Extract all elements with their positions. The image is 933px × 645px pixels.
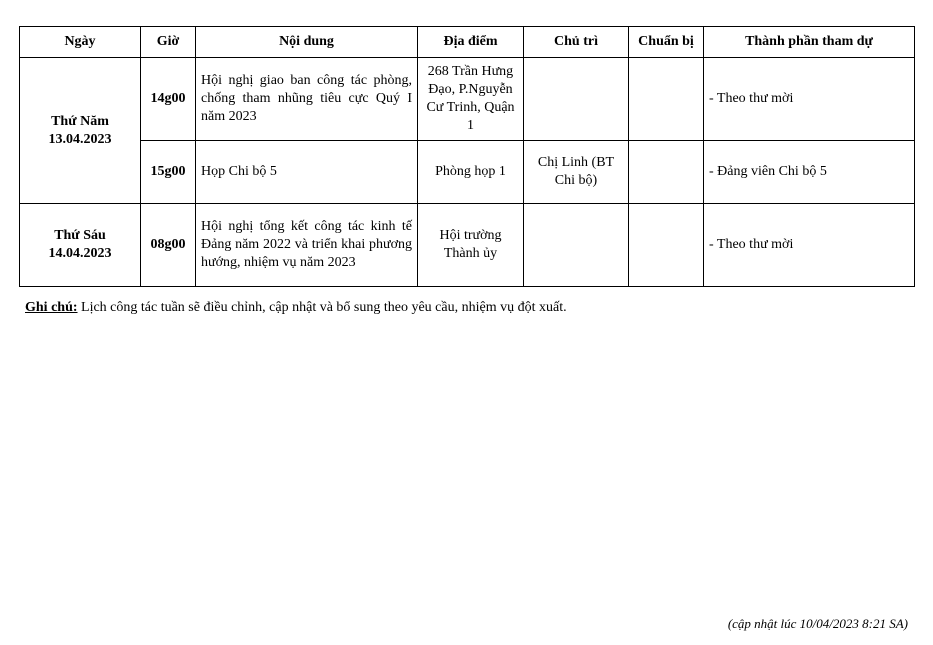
schedule-table [19, 26, 915, 287]
event-attendees: - Theo thư mời [704, 204, 915, 287]
event-location: Hội trường Thành ủy [418, 204, 524, 287]
event-content: Hội nghị giao ban công tác phòng, chống tham nhũng tiêu cực Quý I năm 2023 [196, 58, 418, 141]
day-date: 14.04.2023 [48, 246, 112, 261]
day-date: 13.04.2023 [48, 131, 112, 147]
event-chair [524, 204, 629, 287]
header-time: Giờ [141, 27, 196, 58]
event-chair: Chị Linh (BT Chi bộ) [524, 141, 629, 204]
table-row [20, 141, 915, 204]
header-day: Ngày [20, 27, 141, 58]
event-time: 15g00 [141, 141, 196, 204]
event-preparation [629, 58, 704, 141]
last-updated-stamp: (cập nhật lúc 10/04/2023 8:21 SA) [727, 616, 908, 631]
table-row [20, 204, 915, 287]
event-location: Phòng họp 1 [418, 141, 524, 204]
event-time: 08g00 [141, 204, 196, 287]
day-cell [20, 58, 141, 204]
note-text: Lịch công tác tuần sẽ điều chỉnh, cập nhật và bổ sung theo yêu cầu, nhiệm vụ đột xuất. [77, 300, 567, 315]
event-attendees: - Đảng viên Chi bộ 5 [704, 141, 915, 204]
header-content: Nội dung [196, 27, 418, 58]
day-name: Thứ Sáu [54, 228, 106, 243]
event-preparation [629, 204, 704, 287]
event-attendees: - Theo thư mời [704, 58, 915, 141]
day-name: Thứ Năm [51, 113, 109, 129]
schedule-note [25, 299, 567, 317]
header-preparation: Chuẩn bị [629, 27, 704, 58]
header-location: Địa điểm [418, 27, 524, 58]
header-chair: Chủ trì [524, 27, 629, 58]
event-content: Họp Chi bộ 5 [196, 141, 418, 204]
note-label: Ghi chú: [25, 300, 78, 315]
event-time: 14g00 [141, 58, 196, 141]
event-location: 268 Trần Hưng Đạo, P.Nguyễn Cư Trinh, Quận 1 [418, 58, 524, 141]
event-content: Hội nghị tổng kết công tác kinh tế Đảng năm 2022 và triển khai phương hướng, nhiệm vụ năm 2023 [196, 204, 418, 287]
event-chair [524, 58, 629, 141]
event-preparation [629, 141, 704, 204]
table-row [20, 58, 915, 141]
header-attendees: Thành phần tham dự [704, 27, 915, 58]
day-cell [20, 204, 141, 287]
header-row [20, 27, 915, 58]
